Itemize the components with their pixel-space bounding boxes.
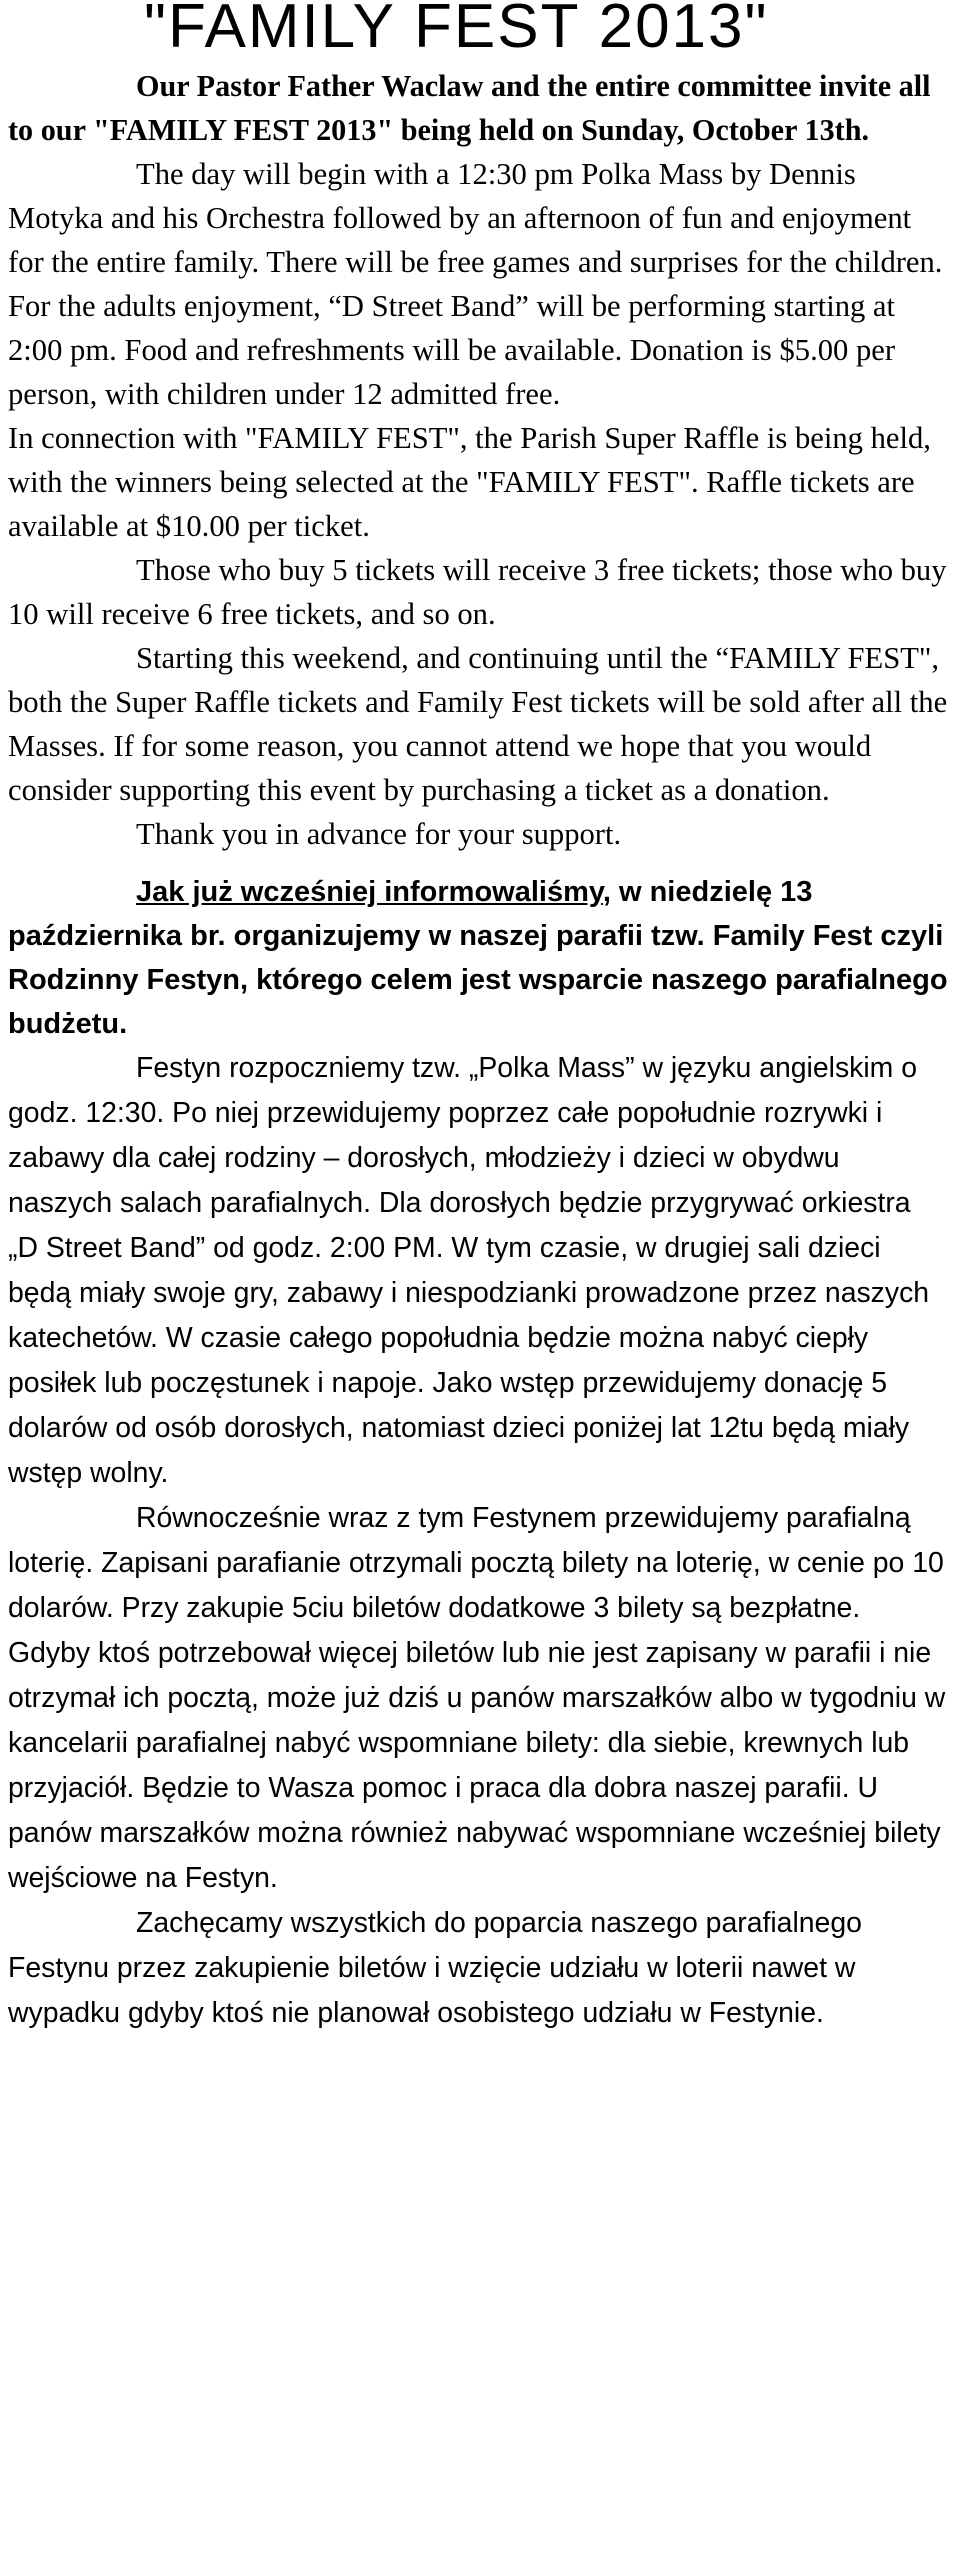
english-intro-paragraph: Our Pastor Father Waclaw and the entire committee invite all to our "FAMILY FEST 2013" being held on Sunday, October 13th.	[8, 69, 931, 147]
polish-section	[8, 870, 948, 2036]
english-section	[8, 64, 948, 856]
english-thanks-paragraph: Thank you in advance for your support.	[136, 817, 622, 851]
page-title: "FAMILY FEST 2013"	[144, 0, 769, 61]
english-free-tickets-paragraph: Those who buy 5 tickets will receive 3 free tickets; those who buy 10 will receive 6 free tickets, and so on.	[8, 553, 947, 631]
english-day-paragraph: The day will begin with a 12:30 pm Polka Mass by Dennis Motyka and his Orchestra followed by an afternoon of fun and enjoyment for the entire family. There will be free games and surprises for the children. For the adults enjoyment, “D Street Band” will be performing starting at 2:00 pm. Food and refreshments will be available. Donation is $5.00 per person, with children under 12 admitted free.	[8, 157, 943, 411]
polish-intro-underlined: Jak już wcześniej informowaliśmy	[136, 876, 603, 908]
english-starting-paragraph: Starting this weekend, and continuing until the “FAMILY FEST", both the Super Raffle tickets and Family Fest tickets will be sold after all the Masses. If for some reason, you cannot attend we hope that you would consider supporting this event by purchasing a ticket as a donation.	[8, 641, 948, 807]
english-raffle-paragraph: In connection with "FAMILY FEST", the Parish Super Raffle is being held, with the winners being selected at the "FAMILY FEST". Raffle tickets are available at $10.00 per ticket.	[8, 421, 931, 543]
polish-festyn-paragraph: Festyn rozpoczniemy tzw. „Polka Mass” w języku angielskim o godz. 12:30. Po niej przewidujemy poprzez całe popołudnie rozrywki i zabawy dla całej rodziny – dorosłych, młodzieży i dzieci w obydwu naszych salach parafialnych. Dla dorosłych będzie przygrywać orkiestra „D Street Band” od godz. 2:00 PM. W tym czasie, w drugiej sali dzieci będą miały swoje gry, zabawy i niespodzianki prowadzone przez naszych katechetów. W czasie całego popołudnia będzie można nabyć ciepły posiłek lub poczęstunek i napoje. Jako wstęp przewidujemy donację 5 dolarów od osób dorosłych, natomiast dzieci poniżej lat 12tu będą miały wstęp wolny.	[8, 1052, 930, 1489]
polish-zachecamy-paragraph: Zachęcamy wszystkich do poparcia naszego parafialnego Festynu przez zakupienie biletów i wzięcie udziału w loterii nawet w wypadku gdyby ktoś nie planował osobistego udziału w Festynie.	[8, 1907, 862, 2029]
polish-loteria-paragraph: Równocześnie wraz z tym Festynem przewidujemy parafialną loterię. Zapisani parafianie otrzymali pocztą bilety na loterię, w cenie po 10 dolarów. Przy zakupie 5ciu biletów dodatkowe 3 bilety są bezpłatne. Gdyby ktoś potrzebował więcej biletów lub nie jest zapisany w parafii i nie otrzymał ich pocztą, może już dziś u panów marszałków albo w tygodniu w kancelarii parafialnej nabyć wspomniane bilety: dla siebie, krewnych lub przyjaciół. Będzie to Wasza pomoc i praca dla dobra naszej parafii. U panów marszałków można również nabywać wspomniane wcześniej bilety wejściowe na Festyn.	[8, 1502, 946, 1894]
polish-intro-paragraph	[8, 870, 948, 1046]
polish-intro-rest: , w niedzielę 13 października br. organizujemy w naszej parafii tzw. Family Fest czyli Rodzinny Festyn, którego celem jest wsparcie naszego parafialnego budżetu.	[8, 876, 948, 1040]
